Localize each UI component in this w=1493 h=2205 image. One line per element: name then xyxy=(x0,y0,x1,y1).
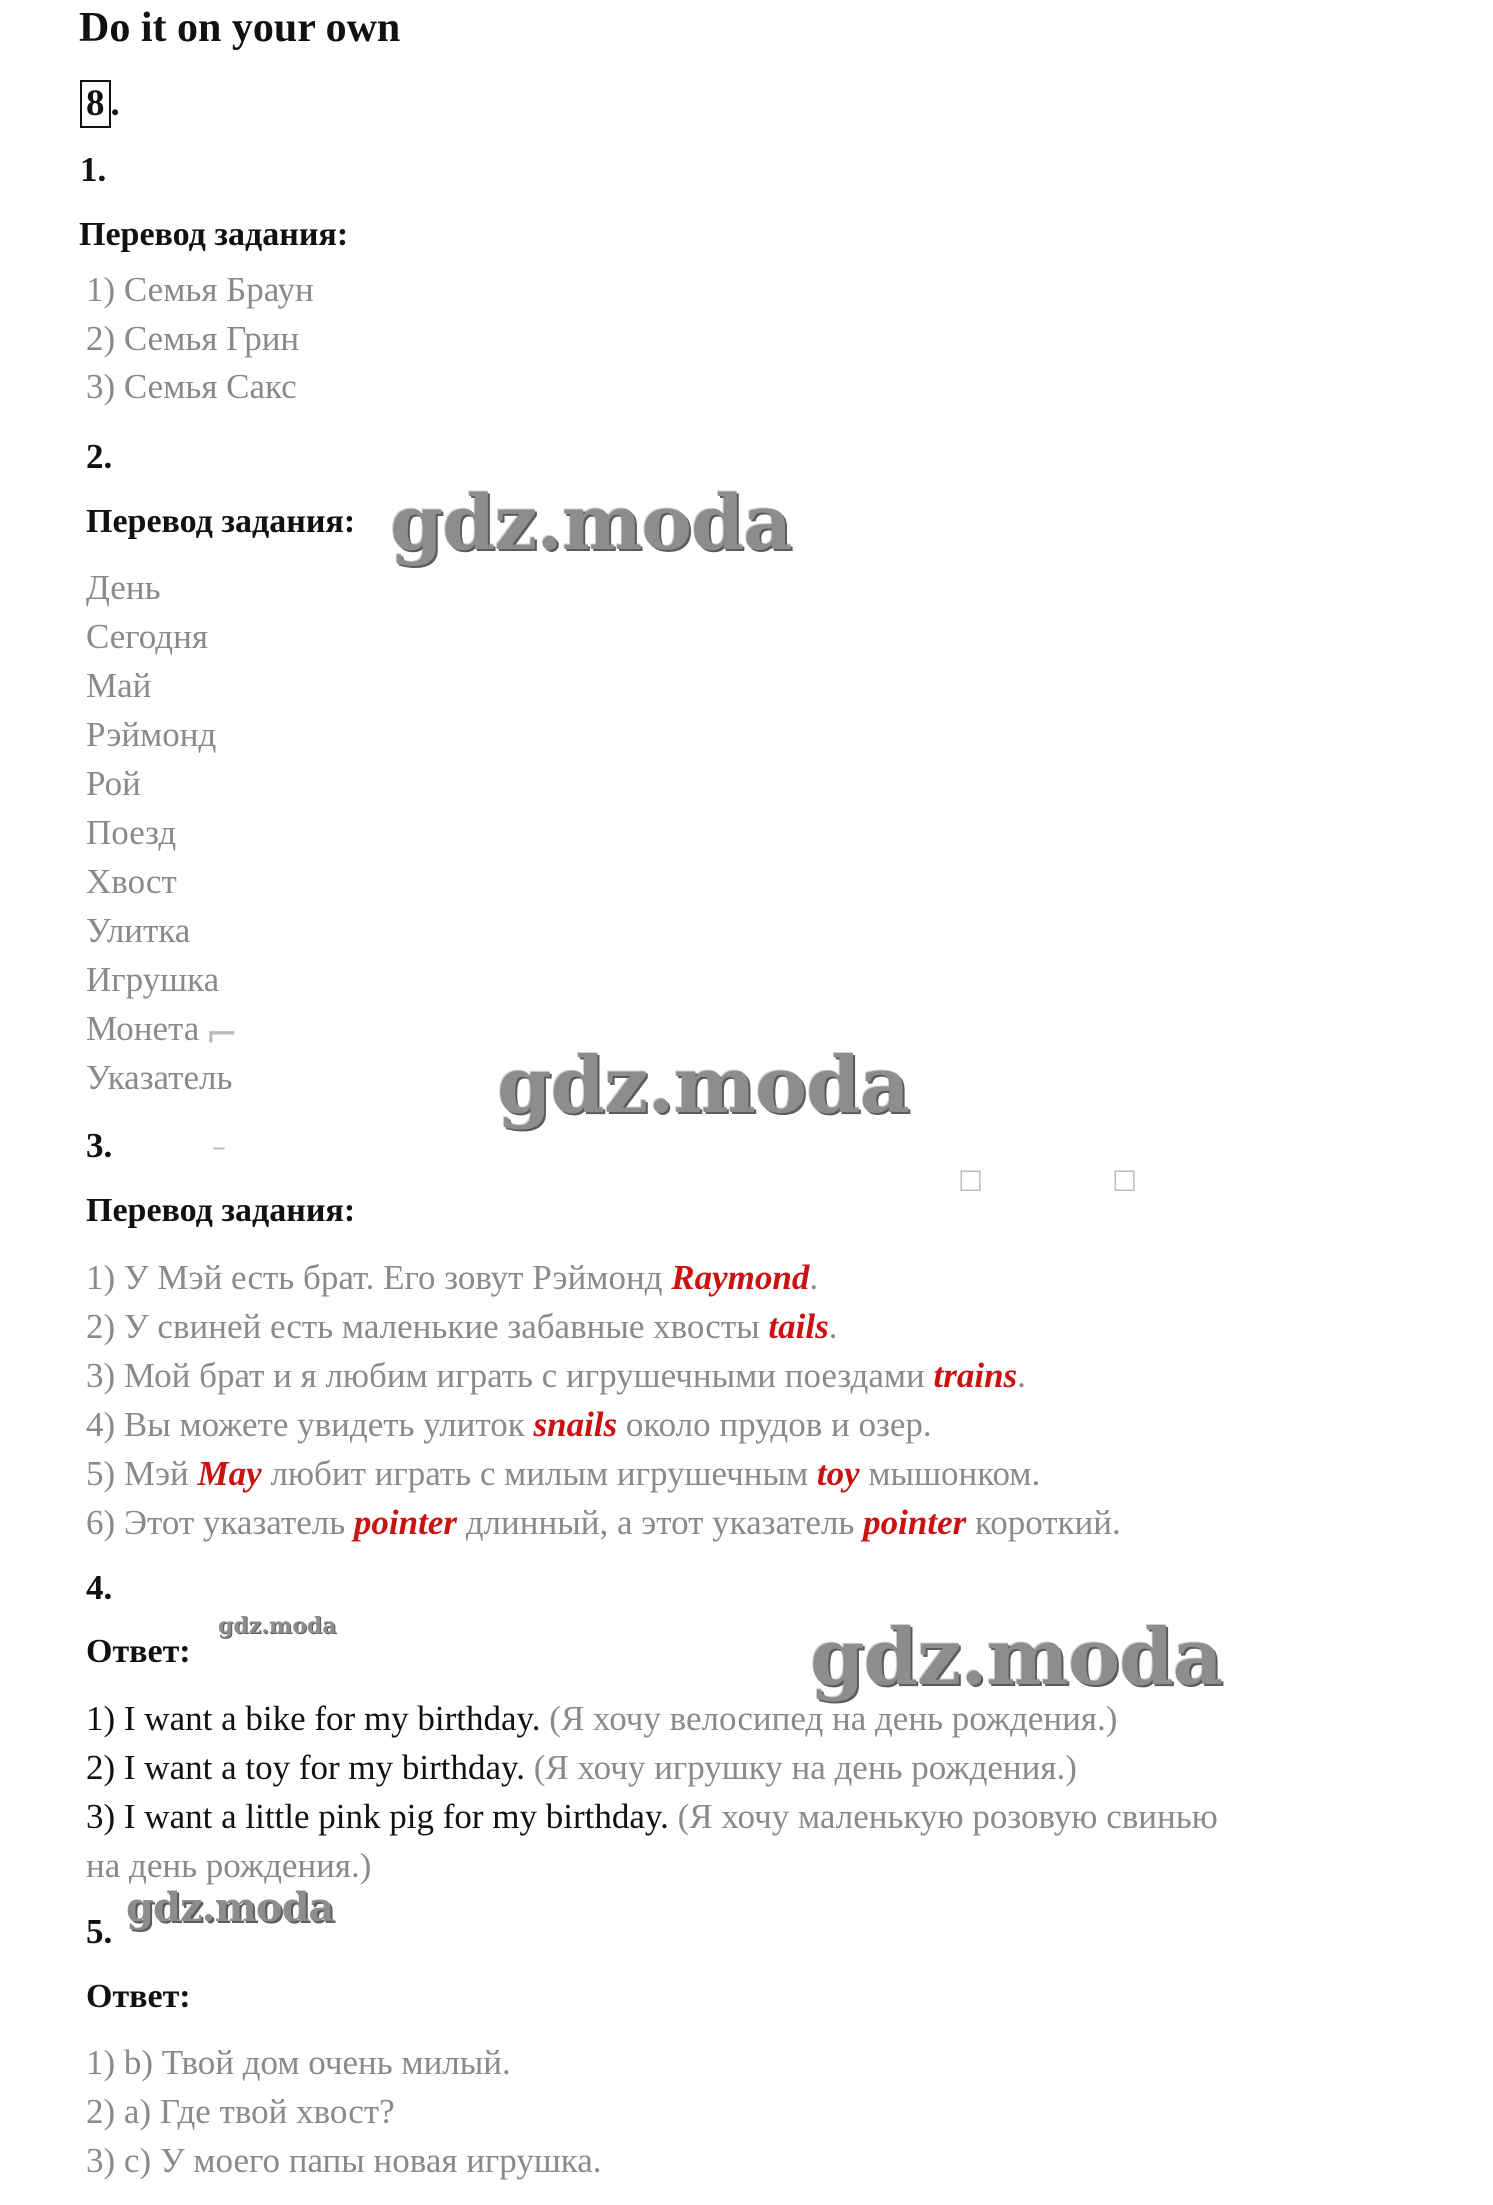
watermark-logo: gdz.moda xyxy=(218,1613,337,1639)
section-1-heading: Перевод задания: xyxy=(79,216,349,253)
watermark-logo: gdz.moda xyxy=(126,1884,334,1931)
section-4-item-continuation: на день рождения.) xyxy=(86,1846,372,1885)
section-2-item: Монета xyxy=(86,1009,200,1048)
section-1-number: 1. xyxy=(80,150,107,189)
section-4-item: 2) I want a toy for my birthday. (Я хочу игрушку на день рождения.) xyxy=(86,1748,1077,1787)
answer-word: May xyxy=(197,1454,262,1493)
section-3-item: 1) У Мэй есть брат. Его зовут Рэймонд Raymond. xyxy=(86,1258,819,1297)
artifact-glyph: ☐ xyxy=(1112,1165,1138,1198)
watermark-logo: gdz.moda xyxy=(810,1612,1223,1703)
answer-word: trains xyxy=(933,1356,1018,1395)
section-2-item: Указатель xyxy=(86,1058,233,1097)
section-3-item: 6) Этот указатель pointer длинный, а этот указатель pointer короткий. xyxy=(86,1503,1121,1542)
section-2-item: Сегодня xyxy=(86,617,208,656)
section-4-heading: Ответ: xyxy=(86,1633,191,1670)
answer-word: snails xyxy=(533,1405,618,1444)
section-3-item: 5) Мэй May любит играть с милым игрушечным toy мышонком. xyxy=(86,1454,1041,1493)
section-2-item: Хвост xyxy=(86,862,177,901)
artifact-glyph: ☐ xyxy=(958,1165,984,1198)
section-3-heading: Перевод задания: xyxy=(86,1192,356,1229)
answer-word: tails xyxy=(768,1307,829,1346)
page-title: Do it on your own xyxy=(79,5,401,51)
section-1-item: 3) Семья Сакс xyxy=(86,367,297,406)
answer-word: pointer xyxy=(353,1503,457,1542)
section-4-item: 1) I want a bike for my birthday. (Я хочу велосипед на день рождения.) xyxy=(86,1699,1118,1738)
watermark-logo: gdz.moda xyxy=(390,478,792,567)
section-5-number: 5. xyxy=(86,1912,113,1951)
artifact-glyph: – xyxy=(212,1130,226,1163)
section-2-item: Рой xyxy=(86,764,141,803)
section-2-number: 2. xyxy=(86,437,113,476)
section-2-item: Игрушка xyxy=(86,960,220,999)
section-5-item: 2) a) Где твой хвост? xyxy=(86,2092,395,2131)
section-2-item: Улитка xyxy=(86,911,191,950)
artifact-glyph: ⌐ xyxy=(205,1012,239,1058)
section-2-item: Май xyxy=(86,666,152,705)
section-5-item: 1) b) Твой дом очень милый. xyxy=(86,2043,511,2082)
section-4-number: 4. xyxy=(86,1568,113,1607)
section-2-heading: Перевод задания: xyxy=(86,503,356,540)
watermark-logo: gdz.moda xyxy=(497,1040,910,1131)
section-2-item: Рэймонд xyxy=(86,715,217,754)
section-1-item: 1) Семья Браун xyxy=(86,270,314,309)
section-3-number: 3. xyxy=(86,1126,113,1165)
section-1-item: 2) Семья Грин xyxy=(86,319,300,358)
answer-word: toy xyxy=(816,1454,860,1493)
section-3-item: 4) Вы можете увидеть улиток snails около прудов и озер. xyxy=(86,1405,932,1444)
section-2-item: День xyxy=(86,568,161,607)
answer-word: Raymond xyxy=(671,1258,810,1297)
answer-word: pointer xyxy=(863,1503,967,1542)
section-3-item: 2) У свиней есть маленькие забавные хвосты tails. xyxy=(86,1307,838,1346)
section-5-item: 3) c) У моего папы новая игрушка. xyxy=(86,2141,602,2180)
exercise-number-box: 8 xyxy=(80,80,111,128)
section-3-item: 3) Мой брат и я любим играть с игрушечными поездами trains. xyxy=(86,1356,1026,1395)
section-4-item: 3) I want a little pink pig for my birthday. (Я хочу маленькую розовую свинью xyxy=(86,1797,1218,1836)
exercise-number: 8 . xyxy=(80,80,120,128)
section-2-item: Поезд xyxy=(86,813,177,852)
section-5-heading: Ответ: xyxy=(86,1978,191,2015)
